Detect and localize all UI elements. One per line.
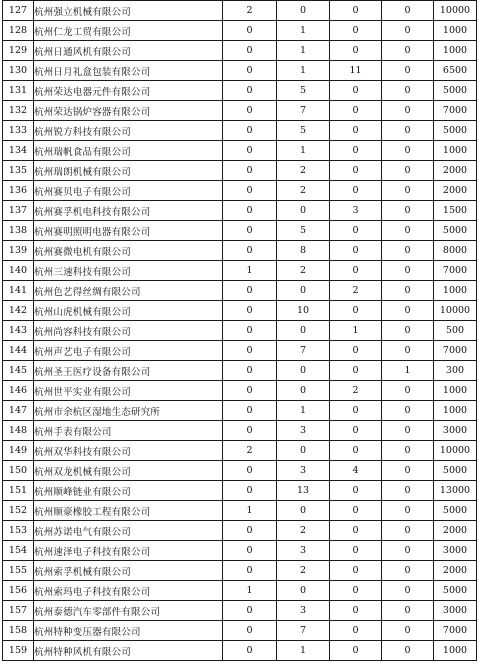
count-b-cell: 1 [277,21,330,41]
row-number-cell: 137 [3,201,34,221]
count-d-cell: 0 [382,221,434,241]
company-name-cell: 杭州赛贝电子有限公司 [34,181,223,201]
count-b-cell: 0 [277,1,330,21]
count-c-cell: 0 [330,141,382,161]
count-d-cell: 0 [382,301,434,321]
table-row [3,601,477,621]
amount-cell: 1000 [434,21,477,41]
count-b-cell: 0 [277,441,330,461]
company-name-cell: 杭州赛微电机有限公司 [34,241,223,261]
count-b-cell: 0 [277,501,330,521]
amount-cell: 500 [434,321,477,341]
company-name-cell: 杭州瑞帆食品有限公司 [34,141,223,161]
table-row [3,121,477,141]
row-number-cell: 136 [3,181,34,201]
count-a-cell: 0 [223,641,277,661]
count-c-cell: 0 [330,521,382,541]
count-d-cell: 0 [382,381,434,401]
row-number-cell: 141 [3,281,34,301]
count-b-cell: 1 [277,141,330,161]
count-a-cell: 0 [223,121,277,141]
row-number-cell: 154 [3,541,34,561]
count-b-cell: 0 [277,321,330,341]
amount-cell: 6500 [434,61,477,81]
company-name-cell: 杭州赛明照明电器有限公司 [34,221,223,241]
count-b-cell: 0 [277,281,330,301]
row-number-cell: 134 [3,141,34,161]
row-number-cell: 144 [3,341,34,361]
company-name-cell: 杭州荣达锅炉容器有限公司 [34,101,223,121]
count-a-cell: 0 [223,481,277,501]
count-a-cell: 1 [223,261,277,281]
table-row [3,261,477,281]
row-number-cell: 148 [3,421,34,441]
count-c-cell: 0 [330,241,382,261]
amount-cell: 1000 [434,41,477,61]
count-d-cell: 0 [382,461,434,481]
count-d-cell: 0 [382,561,434,581]
amount-cell: 1000 [434,141,477,161]
count-b-cell: 2 [277,181,330,201]
count-c-cell: 0 [330,221,382,241]
count-a-cell: 0 [223,81,277,101]
count-c-cell: 0 [330,601,382,621]
count-b-cell: 2 [277,161,330,181]
row-number-cell: 149 [3,441,34,461]
row-number-cell: 159 [3,641,34,661]
count-c-cell: 0 [330,561,382,581]
count-c-cell: 0 [330,21,382,41]
amount-cell: 2000 [434,181,477,201]
row-number-cell: 157 [3,601,34,621]
count-c-cell: 11 [330,61,382,81]
company-name-cell: 杭州声艺电子有限公司 [34,341,223,361]
company-name-cell: 杭州手表有限公司 [34,421,223,441]
row-number-cell: 140 [3,261,34,281]
count-a-cell: 1 [223,581,277,601]
count-d-cell: 0 [382,441,434,461]
count-d-cell: 0 [382,601,434,621]
count-b-cell: 7 [277,621,330,641]
count-c-cell: 3 [330,201,382,221]
count-b-cell: 1 [277,401,330,421]
count-a-cell: 0 [223,61,277,81]
count-c-cell: 0 [330,501,382,521]
count-a-cell: 2 [223,441,277,461]
count-a-cell: 0 [223,101,277,121]
table-row [3,381,477,401]
amount-cell: 5000 [434,221,477,241]
count-b-cell: 0 [277,201,330,221]
company-name-cell: 杭州仁龙工贸有限公司 [34,21,223,41]
count-d-cell: 0 [382,641,434,661]
count-a-cell: 0 [223,201,277,221]
count-a-cell: 0 [223,21,277,41]
company-name-cell: 杭州泰德汽车零部件有限公司 [34,601,223,621]
count-b-cell: 5 [277,121,330,141]
count-a-cell: 0 [223,461,277,481]
company-name-cell: 杭州双龙机械有限公司 [34,461,223,481]
row-number-cell: 158 [3,621,34,641]
company-name-cell: 杭州顺峰链业有限公司 [34,481,223,501]
count-a-cell: 0 [223,361,277,381]
amount-cell: 7000 [434,101,477,121]
amount-cell: 5000 [434,121,477,141]
count-d-cell: 0 [382,241,434,261]
count-c-cell: 2 [330,381,382,401]
row-number-cell: 129 [3,41,34,61]
amount-cell: 5000 [434,81,477,101]
company-name-cell: 杭州顺豪橡胶工程有限公司 [34,501,223,521]
company-name-cell: 杭州强立机械有限公司 [34,1,223,21]
count-c-cell: 0 [330,101,382,121]
table-row [3,621,477,641]
amount-cell: 2000 [434,521,477,541]
count-d-cell: 0 [382,541,434,561]
count-a-cell: 2 [223,1,277,21]
row-number-cell: 155 [3,561,34,581]
count-a-cell: 0 [223,541,277,561]
count-b-cell: 3 [277,541,330,561]
table-row [3,61,477,81]
count-c-cell: 0 [330,421,382,441]
amount-cell: 10000 [434,301,477,321]
table-row [3,241,477,261]
table-row [3,201,477,221]
row-number-cell: 130 [3,61,34,81]
amount-cell: 1000 [434,641,477,661]
amount-cell: 8000 [434,241,477,261]
count-c-cell: 0 [330,541,382,561]
table-row [3,341,477,361]
count-c-cell: 4 [330,461,382,481]
count-c-cell: 0 [330,121,382,141]
count-c-cell: 0 [330,621,382,641]
company-name-cell: 杭州三速科技有限公司 [34,261,223,281]
company-name-cell: 杭州锐方科技有限公司 [34,121,223,141]
count-a-cell: 0 [223,381,277,401]
company-name-cell: 杭州日通风机有限公司 [34,41,223,61]
amount-cell: 13000 [434,481,477,501]
company-name-cell: 杭州苏诺电气有限公司 [34,521,223,541]
company-name-cell: 杭州瑞朗机械有限公司 [34,161,223,181]
count-a-cell: 0 [223,621,277,641]
count-d-cell: 0 [382,501,434,521]
table-body [3,1,477,661]
count-c-cell: 0 [330,261,382,281]
count-b-cell: 3 [277,461,330,481]
count-d-cell: 0 [382,201,434,221]
company-name-cell: 杭州荣达电器元件有限公司 [34,81,223,101]
count-d-cell: 1 [382,361,434,381]
row-number-cell: 145 [3,361,34,381]
count-d-cell: 0 [382,121,434,141]
amount-cell: 5000 [434,581,477,601]
count-c-cell: 0 [330,401,382,421]
table-row [3,101,477,121]
count-d-cell: 0 [382,1,434,21]
count-d-cell: 0 [382,261,434,281]
amount-cell: 7000 [434,261,477,281]
count-a-cell: 0 [223,281,277,301]
count-d-cell: 0 [382,81,434,101]
count-b-cell: 1 [277,41,330,61]
row-number-cell: 153 [3,521,34,541]
count-b-cell: 7 [277,101,330,121]
count-d-cell: 0 [382,621,434,641]
company-name-cell: 杭州尚容科技有限公司 [34,321,223,341]
count-d-cell: 0 [382,321,434,341]
table-row [3,221,477,241]
count-c-cell: 0 [330,161,382,181]
count-b-cell: 2 [277,561,330,581]
count-d-cell: 0 [382,141,434,161]
table-row [3,641,477,661]
table-row [3,81,477,101]
amount-cell: 7000 [434,341,477,361]
count-d-cell: 0 [382,341,434,361]
count-b-cell: 1 [277,61,330,81]
count-c-cell: 0 [330,301,382,321]
table-row [3,561,477,581]
amount-cell: 1000 [434,381,477,401]
company-name-cell: 杭州双华科技有限公司 [34,441,223,461]
company-name-cell: 杭州市余杭区湿地生态研究所 [34,401,223,421]
count-a-cell: 0 [223,601,277,621]
row-number-cell: 135 [3,161,34,181]
count-c-cell: 0 [330,641,382,661]
count-b-cell: 8 [277,241,330,261]
amount-cell: 3000 [434,421,477,441]
count-b-cell: 2 [277,521,330,541]
table-row [3,161,477,181]
amount-cell: 1000 [434,401,477,421]
count-b-cell: 13 [277,481,330,501]
count-a-cell: 0 [223,181,277,201]
count-c-cell: 0 [330,41,382,61]
table-row [3,301,477,321]
table-row [3,541,477,561]
company-name-cell: 杭州索玛电子科技有限公司 [34,581,223,601]
table-row [3,461,477,481]
table-row [3,361,477,381]
company-name-cell: 杭州色艺得丝绸有限公司 [34,281,223,301]
count-a-cell: 0 [223,421,277,441]
amount-cell: 3000 [434,541,477,561]
company-name-cell: 杭州世平实业有限公司 [34,381,223,401]
row-number-cell: 142 [3,301,34,321]
company-name-cell: 杭州特种变压器有限公司 [34,621,223,641]
count-b-cell: 3 [277,421,330,441]
count-d-cell: 0 [382,581,434,601]
count-d-cell: 0 [382,41,434,61]
company-name-cell: 杭州山虎机械有限公司 [34,301,223,321]
count-b-cell: 1 [277,641,330,661]
table-row [3,581,477,601]
table-row [3,441,477,461]
amount-cell: 2000 [434,161,477,181]
table-row [3,181,477,201]
count-d-cell: 0 [382,61,434,81]
count-c-cell: 2 [330,281,382,301]
count-b-cell: 2 [277,261,330,281]
row-number-cell: 139 [3,241,34,261]
row-number-cell: 132 [3,101,34,121]
amount-cell: 10000 [434,441,477,461]
count-d-cell: 0 [382,401,434,421]
count-b-cell: 7 [277,341,330,361]
row-number-cell: 146 [3,381,34,401]
company-name-cell: 杭州速泽电子科技有限公司 [34,541,223,561]
count-c-cell: 0 [330,1,382,21]
count-a-cell: 0 [223,561,277,581]
amount-cell: 1500 [434,201,477,221]
count-d-cell: 0 [382,481,434,501]
amount-cell: 5000 [434,501,477,521]
company-name-cell: 杭州圣王医疗设备有限公司 [34,361,223,381]
amount-cell: 300 [434,361,477,381]
count-a-cell: 0 [223,321,277,341]
row-number-cell: 133 [3,121,34,141]
count-b-cell: 0 [277,381,330,401]
count-b-cell: 5 [277,221,330,241]
row-number-cell: 151 [3,481,34,501]
company-data-table [2,0,477,661]
count-b-cell: 3 [277,601,330,621]
count-a-cell: 0 [223,521,277,541]
row-number-cell: 128 [3,21,34,41]
count-a-cell: 0 [223,341,277,361]
company-name-cell: 杭州赛孚机电科技有限公司 [34,201,223,221]
row-number-cell: 131 [3,81,34,101]
count-c-cell: 0 [330,181,382,201]
row-number-cell: 127 [3,1,34,21]
count-a-cell: 0 [223,41,277,61]
table-row [3,281,477,301]
row-number-cell: 143 [3,321,34,341]
table-row [3,401,477,421]
count-d-cell: 0 [382,421,434,441]
company-name-cell: 杭州特种风机有限公司 [34,641,223,661]
table-row [3,421,477,441]
row-number-cell: 152 [3,501,34,521]
table-row [3,41,477,61]
amount-cell: 1000 [434,281,477,301]
table-row [3,21,477,41]
count-a-cell: 0 [223,301,277,321]
table-row [3,1,477,21]
amount-cell: 5000 [434,461,477,481]
table-row [3,521,477,541]
row-number-cell: 138 [3,221,34,241]
count-c-cell: 0 [330,361,382,381]
company-name-cell: 杭州日月礼盒包装有限公司 [34,61,223,81]
count-c-cell: 0 [330,481,382,501]
count-d-cell: 0 [382,281,434,301]
table-row [3,481,477,501]
count-d-cell: 0 [382,521,434,541]
amount-cell: 2000 [434,561,477,581]
count-c-cell: 1 [330,321,382,341]
count-d-cell: 0 [382,181,434,201]
count-c-cell: 0 [330,81,382,101]
amount-cell: 10000 [434,1,477,21]
count-a-cell: 1 [223,501,277,521]
count-d-cell: 0 [382,161,434,181]
count-a-cell: 0 [223,161,277,181]
row-number-cell: 147 [3,401,34,421]
count-c-cell: 0 [330,581,382,601]
count-b-cell: 10 [277,301,330,321]
count-d-cell: 0 [382,21,434,41]
count-c-cell: 0 [330,341,382,361]
count-b-cell: 5 [277,81,330,101]
count-a-cell: 0 [223,401,277,421]
count-a-cell: 0 [223,221,277,241]
table-row [3,501,477,521]
count-b-cell: 0 [277,361,330,381]
row-number-cell: 150 [3,461,34,481]
count-a-cell: 0 [223,141,277,161]
count-b-cell: 0 [277,581,330,601]
company-name-cell: 杭州索孚机械有限公司 [34,561,223,581]
row-number-cell: 156 [3,581,34,601]
table-row [3,141,477,161]
count-d-cell: 0 [382,101,434,121]
amount-cell: 3000 [434,601,477,621]
amount-cell: 7000 [434,621,477,641]
count-a-cell: 0 [223,241,277,261]
count-c-cell: 0 [330,441,382,461]
table-row [3,321,477,341]
